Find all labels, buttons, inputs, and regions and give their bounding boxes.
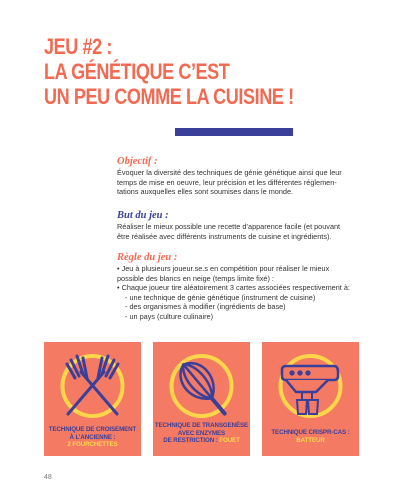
card-label: TECHNIQUE DE TRANSGENÈSE AVEC ENZYMES DE RESTRICTION : FOUET (154, 422, 249, 445)
regle-section (117, 251, 363, 322)
card-transgenese (153, 342, 250, 456)
regle-list (117, 264, 363, 322)
regle-subitem: - des organismes à modifier (ingrédients de base) (125, 302, 286, 312)
but-line: Réaliser le mieux possible une recette d’apparence facile (et pouvant (117, 222, 341, 231)
objectif-section (117, 155, 363, 197)
regle-subitem: - une technique de génie génétique (instrument de cuisine) (125, 292, 316, 302)
card-highlight: BATTEUR (296, 436, 325, 444)
but-text (117, 222, 363, 241)
page-title (44, 34, 315, 109)
but-section (117, 209, 363, 241)
card-label: TECHNIQUE DE CROISEMENT À L’ANCIENNE : 2 FOURCHETTES (44, 426, 141, 449)
regle-item: possible des blancs en neige (temps limite fixé) : (117, 273, 274, 283)
card-croisement (44, 342, 141, 456)
accent-divider (175, 128, 293, 136)
title-line-2: LA GÉNÉTIQUE C’EST (44, 59, 230, 84)
regle-heading: Règle du jeu : (117, 252, 178, 263)
regle-item: • Jeu à plusieurs joueur.se.s en compétition pour réaliser le mieux (117, 264, 330, 273)
objectif-text (117, 168, 363, 197)
title-line-3: UN PEU COMME LA CUISINE ! (44, 84, 294, 109)
objectif-line: tations auxquelles elles sont soumises dans le monde. (117, 187, 294, 197)
but-heading: But du jeu : (117, 210, 169, 221)
page-number: 48 (44, 474, 52, 481)
title-line-1: JEU #2 : (44, 34, 112, 59)
technique-cards (44, 342, 359, 456)
card-label: TECHNIQUE CRISPR-CAS : BATTEUR (262, 429, 359, 444)
objectif-line: temps de mise en oeuvre, leur précision et les différentes réglemen- (117, 177, 337, 187)
objectif-line: Évoquer la diversité des techniques de génie génétique ainsi que leur (117, 168, 342, 177)
card-highlight: FOUET (219, 437, 240, 445)
objectif-heading: Objectif : (117, 156, 158, 167)
regle-subitem: - un pays (culture culinaire) (125, 311, 214, 321)
regle-item: • Chaque joueur tire aléatoirement 3 cartes associées respectivement à: (117, 283, 350, 293)
card-highlight: 2 FOURCHETTES (67, 441, 118, 449)
but-line: être réalisée avec différents instruments de cuisine et ingrédients). (117, 231, 332, 241)
card-crispr (262, 342, 359, 456)
